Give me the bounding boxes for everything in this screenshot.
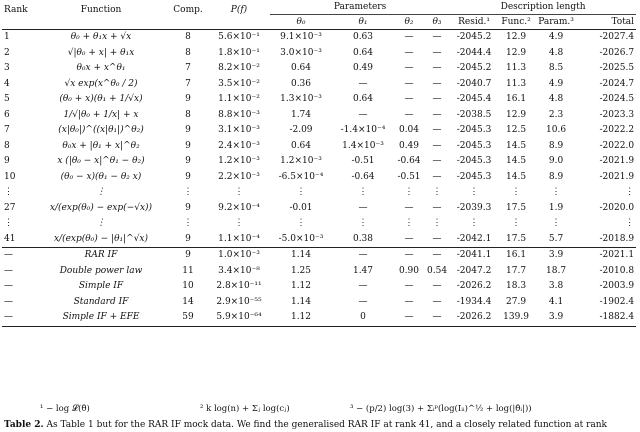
header-description-length: Description length	[450, 0, 636, 15]
cell-t3: —	[432, 296, 442, 307]
cell-t1: 0.63	[332, 30, 394, 46]
cell-t3: —	[424, 248, 450, 264]
cell-func: 12.9	[506, 109, 527, 120]
cell-t3: —	[432, 171, 442, 182]
cell-t1: —	[332, 248, 394, 264]
cell-fn: θ₀ + θ₁x + √x	[34, 30, 168, 46]
cell-comp: 9	[185, 171, 191, 182]
cell-pf: 1.2×10⁻³	[218, 156, 260, 167]
cell-rank: 7	[4, 125, 10, 136]
cell-pf: 3.4×10⁻⁸	[218, 265, 260, 276]
cell-t3: —	[432, 156, 442, 167]
cell-resid: -2045.4	[456, 94, 492, 105]
table-row	[2, 77, 636, 93]
cell-total: -2024.7	[599, 78, 635, 89]
cell-rank: 8	[4, 140, 10, 151]
cell-func: 17.7	[506, 265, 527, 276]
cell-t0: 1.12	[290, 281, 312, 292]
ranked-functions-body	[2, 30, 636, 248]
cell-fn: θ₀x + x^θ₁	[76, 63, 126, 74]
cell-pf: 9.2×10⁻⁴	[218, 202, 260, 213]
cell-t3: —	[432, 125, 442, 136]
cell-t1: 0	[332, 310, 394, 326]
header-total: Total	[611, 16, 635, 27]
cell-fn: (θ₀ − x)(θ₁ − θ₂ x)	[60, 171, 142, 182]
cell-rank: 9	[4, 156, 10, 167]
cell-t2: ⋮	[404, 187, 414, 198]
cell-total: -1902.4	[599, 296, 635, 307]
cell-rank: 41	[4, 233, 16, 244]
cell-resid: ⋮	[469, 218, 479, 229]
header-row-1	[2, 0, 636, 15]
reference-row	[2, 264, 636, 280]
cell-t0: ⋮	[296, 218, 306, 229]
cell-param: 3.8	[548, 281, 564, 292]
cell-rank: —	[2, 310, 34, 326]
cell-total: -2020.0	[599, 202, 635, 213]
cell-t0: -0.01	[289, 202, 313, 213]
cell-t2: —	[404, 63, 414, 74]
cell-param: 9.0	[548, 156, 564, 167]
cell-total: ⋮	[625, 218, 635, 229]
cell-total: -2010.8	[599, 265, 635, 276]
cell-t0: 1.25	[290, 265, 312, 276]
cell-pf: 2.4×10⁻³	[218, 140, 260, 151]
cell-pf: ⋮	[234, 187, 244, 198]
cell-fn: (θ₀ + x)(θ₁ + 1/√x)	[59, 94, 143, 105]
cell-comp: 9	[185, 94, 191, 105]
cell-pf: 3.1×10⁻³	[218, 125, 260, 136]
cell-func: 139.9	[498, 310, 534, 326]
header-theta2: θ₂	[404, 16, 414, 27]
cell-t1: 0.64	[352, 47, 374, 58]
cell-param: 2.3	[548, 109, 564, 120]
cell-pf: 2.8×10⁻¹¹	[216, 281, 262, 292]
cell-comp: 11	[182, 265, 194, 276]
cell-t3: —	[432, 63, 442, 74]
cell-resid: -2026.2	[450, 310, 498, 326]
cell-func: 14.5	[506, 140, 527, 151]
cell-comp: 9	[185, 202, 191, 213]
cell-total: -2018.9	[599, 233, 635, 244]
cell-param: 18.7	[546, 265, 567, 276]
cell-comp: 8	[185, 47, 191, 58]
cell-param: 1.9	[548, 202, 564, 213]
cell-func: 12.9	[498, 30, 534, 46]
cell-comp: 7	[185, 78, 191, 89]
header-resid: Resid.¹	[458, 16, 490, 27]
cell-t2: —	[404, 47, 414, 58]
footnote-1: ¹ − log 𝓛(θ̂)	[40, 404, 90, 414]
cell-t3: —	[432, 47, 442, 58]
cell-func: 14.5	[506, 171, 527, 182]
cell-comp: 59	[168, 310, 208, 326]
cell-t2: 0.90	[398, 265, 420, 276]
cell-t0: 1.14	[270, 248, 332, 264]
table-row	[2, 201, 636, 217]
cell-pf: 1.1×10⁻⁴	[218, 233, 260, 244]
cell-resid: -2041.1	[450, 248, 498, 264]
cell-total: -2027.4	[578, 30, 636, 46]
cell-param: 3.9	[534, 248, 578, 264]
cell-t1: 0.49	[352, 63, 374, 74]
cell-total: -2023.3	[599, 109, 635, 120]
cell-total: -2024.5	[599, 94, 635, 105]
cell-t2: —	[404, 296, 414, 307]
cell-t1: -1.4×10⁻⁴	[340, 125, 386, 136]
cell-resid: -2039.3	[456, 202, 492, 213]
cell-t0: 3.0×10⁻³	[280, 47, 322, 58]
reference-row	[2, 310, 636, 326]
cell-total: -2022.0	[599, 140, 635, 151]
cell-param: 4.9	[548, 78, 564, 89]
cell-pf: 1.0×10⁻³	[208, 248, 270, 264]
cell-total: -2026.7	[599, 47, 635, 58]
table-row	[2, 216, 636, 232]
cell-pf: 1.1×10⁻²	[218, 94, 260, 105]
cell-comp: 9	[168, 248, 208, 264]
footnote-2: ² k log(n) + Σⱼ log(cⱼ)	[200, 404, 290, 414]
cell-fn: √|θ₀ + x| + θ₁x	[67, 47, 135, 58]
cell-rank: 27	[4, 202, 16, 213]
cell-rank: 2	[4, 47, 10, 58]
cell-rank: ⋮	[4, 187, 13, 198]
cell-comp: ⋮	[183, 187, 193, 198]
cell-t0: 0.64	[290, 140, 312, 151]
cell-param: 10.6	[546, 125, 567, 136]
cell-func: 12.9	[506, 47, 527, 58]
cell-fn: x/(exp(θ₀) − exp(−√x))	[49, 202, 153, 213]
cell-fn: RAR IF	[34, 248, 168, 264]
header-row-2	[2, 15, 636, 30]
footnotes	[0, 404, 640, 416]
table-row	[2, 123, 636, 139]
header-theta1: θ₁	[358, 16, 368, 27]
cell-comp: 10	[182, 281, 194, 292]
cell-fn: Simple IF	[78, 281, 124, 292]
cell-comp: 9	[185, 125, 191, 136]
header-param: Param.³	[538, 16, 574, 27]
cell-t0: 1.3×10⁻³	[280, 94, 322, 105]
cell-t3: —	[432, 233, 442, 244]
cell-resid: -2038.5	[456, 109, 492, 120]
cell-fn: Double power law	[59, 265, 143, 276]
cell-t2: —	[404, 202, 414, 213]
cell-resid: -2047.2	[456, 265, 492, 276]
cell-func: 16.1	[506, 94, 527, 105]
cell-t1: —	[358, 281, 368, 292]
cell-t3: —	[432, 78, 442, 89]
header-pf: P(f)	[230, 4, 248, 15]
cell-t0: -6.5×10⁻⁴	[278, 171, 324, 182]
cell-t2: —	[404, 281, 414, 292]
cell-func: ⋮	[511, 218, 521, 229]
cell-rank: 10	[4, 171, 16, 182]
cell-t0: -5.0×10⁻³	[278, 233, 324, 244]
cell-t0: 0.36	[290, 78, 312, 89]
cell-resid: ⋮	[469, 187, 479, 198]
cell-t0: 9.1×10⁻³	[270, 30, 332, 46]
cell-param: 4.8	[548, 94, 564, 105]
cell-param: 8.9	[548, 171, 564, 182]
cell-comp: 14	[182, 296, 194, 307]
cell-fn: Standard IF	[73, 296, 129, 307]
cell-t1: -0.64	[351, 171, 375, 182]
cell-fn: x/(exp(θ₀) − |θ₁|^√x)	[53, 233, 149, 244]
cell-t2: ⋮	[404, 218, 414, 229]
cell-func: 11.3	[506, 78, 527, 89]
cell-resid: -2045.2	[456, 63, 492, 74]
cell-fn: x (|θ₀ − x|^θ₁ − θ₂)	[57, 156, 145, 167]
cell-t1: 1.47	[352, 265, 374, 276]
cell-pf: ⋮	[234, 218, 244, 229]
cell-resid: -2040.7	[456, 78, 492, 89]
cell-t2: -0.64	[397, 156, 421, 167]
cell-resid: -2026.2	[456, 281, 492, 292]
cell-t3: ⋮	[432, 218, 442, 229]
header-function: Function	[80, 4, 122, 15]
cell-t0: 1.74	[290, 109, 312, 120]
cell-total: -2025.5	[599, 63, 635, 74]
cell-comp: 7	[185, 63, 191, 74]
cell-param: ⋮	[551, 187, 561, 198]
header-rank: Rank	[4, 4, 28, 15]
cell-resid: -2044.4	[456, 47, 492, 58]
cell-t2: —	[394, 310, 424, 326]
cell-rank: 4	[4, 78, 10, 89]
cell-t3: —	[432, 202, 442, 213]
cell-rank: 6	[4, 109, 10, 120]
cell-resid: -2042.1	[456, 233, 492, 244]
table-row	[2, 170, 636, 186]
cell-t3: ⋮	[432, 187, 442, 198]
cell-pf: 8.8×10⁻³	[218, 109, 260, 120]
cell-t3: 0.54	[427, 265, 448, 276]
header-comp: Comp.	[173, 4, 203, 15]
cell-t2: —	[404, 233, 414, 244]
table-row	[2, 61, 636, 77]
cell-fn: (x|θ₀|)^((x|θ₁|)^θ₂)	[58, 125, 144, 136]
cell-t2: —	[404, 109, 414, 120]
cell-func: 18.3	[506, 281, 527, 292]
cell-rank: —	[4, 281, 13, 292]
table-row	[2, 232, 636, 248]
cell-rank: —	[4, 265, 13, 276]
cell-param: 3.9	[534, 310, 578, 326]
table-row	[2, 139, 636, 155]
reference-row	[2, 295, 636, 311]
table-row	[2, 92, 636, 108]
cell-total: ⋮	[625, 187, 635, 198]
cell-func: 17.5	[506, 202, 527, 213]
cell-resid: -2045.2	[450, 30, 498, 46]
cell-comp: 9	[185, 156, 191, 167]
cell-t0: 1.12	[270, 310, 332, 326]
cell-t1: —	[358, 78, 368, 89]
cell-t1: 0.64	[352, 94, 374, 105]
cell-comp: 8	[168, 30, 208, 46]
cell-param: ⋮	[551, 218, 561, 229]
cell-total: -2021.9	[599, 156, 635, 167]
cell-t2: —	[404, 78, 414, 89]
cell-func: 17.5	[506, 233, 527, 244]
table-row	[2, 154, 636, 170]
caption-label: Table 2.	[4, 420, 44, 430]
cell-t3: —	[424, 310, 450, 326]
cell-param: 4.9	[534, 30, 578, 46]
cell-resid: -2045.3	[456, 125, 492, 136]
cell-pf: 2.2×10⁻³	[218, 171, 260, 182]
cell-t1: 1.4×10⁻³	[342, 140, 384, 151]
cell-rank: —	[2, 248, 34, 264]
cell-t3: —	[432, 281, 442, 292]
footnote-3: ³ − (p/2) log(3) + Σᵢᵖ(log(Iᵢᵢ)^½ + log(|θ̂ᵢ|))	[350, 404, 532, 414]
cell-t3: —	[432, 94, 442, 105]
cell-fn: Simple IF + EFE	[34, 310, 168, 326]
cell-t2: —	[394, 248, 424, 264]
cell-t3: —	[432, 140, 442, 151]
cell-func: 14.5	[506, 156, 527, 167]
cell-rank: 5	[4, 94, 10, 105]
cell-resid: -2045.3	[456, 156, 492, 167]
cell-total: -2003.9	[599, 281, 635, 292]
cell-param: 4.8	[548, 47, 564, 58]
cell-param: 5.7	[548, 233, 564, 244]
cell-total: -2021.1	[578, 248, 636, 264]
cell-pf: 1.8×10⁻¹	[218, 47, 260, 58]
cell-t2: —	[404, 94, 414, 105]
cell-resid: -2045.3	[456, 171, 492, 182]
cell-comp: 9	[185, 233, 191, 244]
cell-func: 11.3	[506, 63, 527, 74]
cell-t1: -0.51	[351, 156, 375, 167]
cell-t3: —	[424, 30, 450, 46]
cell-t1: —	[358, 202, 368, 213]
cell-t2: -0.51	[397, 171, 421, 182]
cell-pf: 2.9×10⁻⁵⁵	[216, 296, 262, 307]
cell-func: 12.5	[506, 125, 527, 136]
cell-rank: 1	[2, 30, 34, 46]
cell-func: ⋮	[511, 187, 521, 198]
header-theta0: θ₀	[296, 16, 306, 27]
table-row	[2, 30, 636, 46]
cell-param: 8.9	[548, 140, 564, 151]
cell-param: 8.5	[548, 63, 564, 74]
table-row	[2, 108, 636, 124]
cell-t0: ⋮	[296, 187, 306, 198]
cell-t1: ⋮	[358, 187, 368, 198]
cell-resid: -1934.4	[456, 296, 492, 307]
header-parameters: Parameters	[270, 0, 450, 15]
reference-row	[2, 279, 636, 295]
cell-t1: —	[358, 109, 368, 120]
cell-param: 4.1	[548, 296, 564, 307]
table-row	[2, 46, 636, 62]
cell-fn: θ₀x + |θ₁ + x|^θ₂	[62, 140, 140, 151]
header-theta3: θ₃	[432, 16, 442, 27]
results-table	[2, 0, 636, 327]
cell-t2: —	[394, 30, 424, 46]
cell-t0: 1.2×10⁻³	[280, 156, 322, 167]
cell-func: 16.1	[498, 248, 534, 264]
cell-total: -1882.4	[578, 310, 636, 326]
cell-t0: 0.64	[290, 63, 312, 74]
cell-rank: ⋮	[4, 218, 13, 229]
cell-resid: -2045.3	[456, 140, 492, 151]
cell-rank: —	[4, 296, 13, 307]
cell-t0: -2.09	[289, 125, 313, 136]
cell-total: -2022.2	[599, 125, 635, 136]
cell-t3: —	[432, 109, 442, 120]
cell-func: 27.9	[506, 296, 527, 307]
cell-t1: ⋮	[358, 218, 368, 229]
cell-t2: 0.04	[398, 125, 420, 136]
cell-t0: 1.14	[290, 296, 312, 307]
header-func: Func.²	[501, 16, 531, 27]
table-caption	[4, 420, 640, 430]
cell-t1: —	[358, 296, 368, 307]
cell-total: -2021.9	[599, 171, 635, 182]
cell-t2: 0.49	[398, 140, 420, 151]
reference-functions-body	[2, 248, 636, 327]
caption-text: As Table 1 but for the RAR IF mock data. We find the generalised RAR IF at rank 41, and a closely related function at rank	[46, 420, 607, 430]
cell-pf: 8.2×10⁻²	[218, 63, 260, 74]
cell-comp: ⋮	[183, 218, 193, 229]
cell-pf: 5.9×10⁻⁶⁴	[208, 310, 270, 326]
cell-fn: 1/√|θ₀ + 1/x| + x	[63, 109, 139, 120]
cell-fn: ⋮	[96, 218, 106, 229]
cell-comp: 8	[185, 109, 191, 120]
cell-fn: ⋮	[96, 187, 106, 198]
cell-pf: 5.6×10⁻¹	[208, 30, 270, 46]
cell-pf: 3.5×10⁻²	[218, 78, 260, 89]
table-row	[2, 185, 636, 201]
reference-row	[2, 248, 636, 264]
cell-fn: √x exp(x^θ₀ / 2)	[64, 78, 138, 89]
cell-comp: 9	[185, 140, 191, 151]
cell-t1: 0.38	[352, 233, 374, 244]
cell-rank: 3	[4, 63, 10, 74]
